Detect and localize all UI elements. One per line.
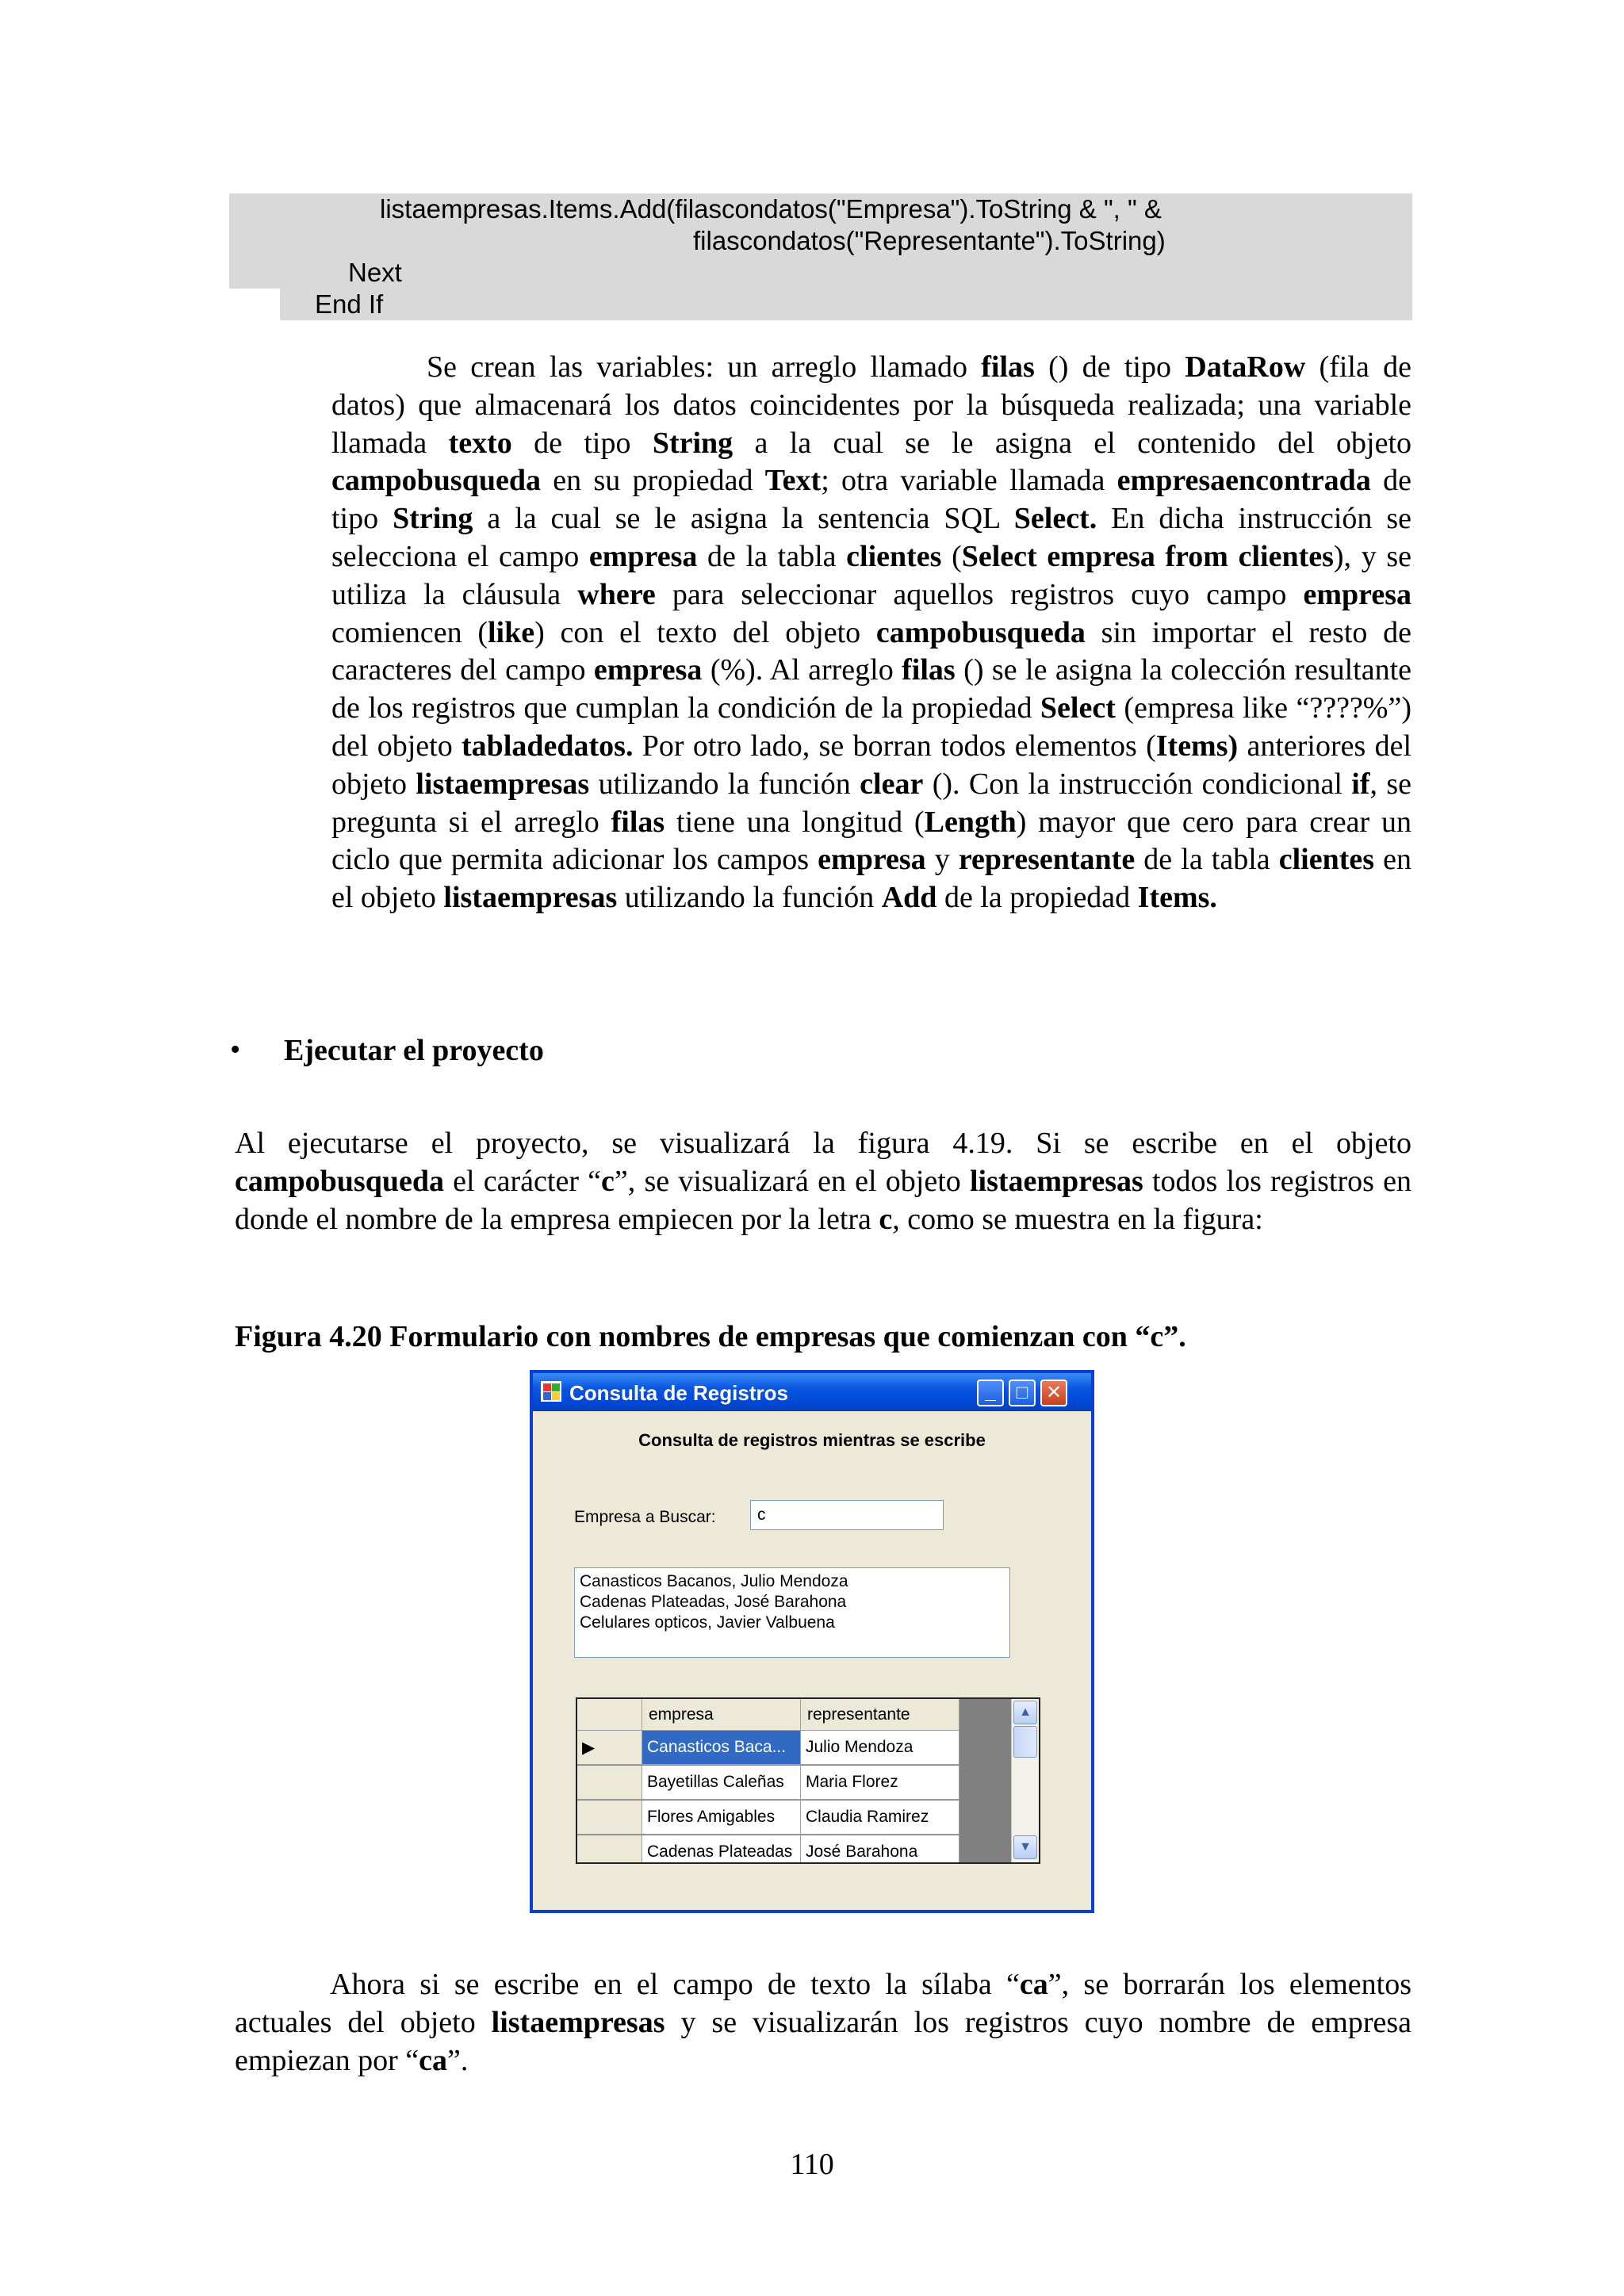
- code-block: [229, 193, 1412, 320]
- list-item[interactable]: Cadenas Plateadas, José Barahona: [580, 1593, 847, 1611]
- maximize-button[interactable]: □: [1009, 1380, 1036, 1406]
- grid-cell[interactable]: José Barahona: [801, 1835, 959, 1864]
- grid-cell[interactable]: Bayetillas Caleñas: [642, 1766, 801, 1800]
- grid-cell[interactable]: Flores Amigables: [642, 1800, 801, 1835]
- row-selector[interactable]: [577, 1800, 642, 1835]
- company-listbox[interactable]: [574, 1567, 1010, 1658]
- paragraph-variables: Se crean las variables: un arreglo llamado filas () de tipo DataRow (fila de datos) que almacenará los datos coincidentes por la búsqueda realizada; una variable llamada texto de tipo String a la cual se le asigna el contenido del objeto campobusqueda en su propiedad Text; otra variable llamada empresaencontrada de tipo String a la cual se le asigna la sentencia SQL Select. En dicha instrucción se selecciona el campo empresa de la tabla clientes (Select empresa from clientes), y se utiliza la cláusula where para seleccionar aquellos registros cuyo campo empresa comiencen (like) con el texto del objeto campobusqueda sin importar el resto de caracteres del campo empresa (%). Al arreglo filas () se le asigna la colección resultante de los registros que cumplan la condición de la propiedad Select (empresa like “????%”) del objeto tabladedatos. Por otro lado, se borran todos elementos (Items) anteriores del objeto listaempresas utilizando la función clear (). Con la instrucción condicional if, se pregunta si el arreglo filas tiene una longitud (Length) mayor que cero para crear un ciclo que permita adicionar los campos empresa y representante de la tabla clientes en el objeto listaempresas utilizando la función Add de la propiedad Items.: [331, 350, 1412, 915]
- grid-cell[interactable]: Maria Florez: [801, 1766, 959, 1800]
- code-line-1: listaempresas.Items.Add(filascondatos("Empresa").ToString & ", " &: [380, 194, 1162, 224]
- column-header-representante[interactable]: representante: [801, 1699, 959, 1731]
- grid-corner-cell: [577, 1699, 642, 1731]
- search-input[interactable]: c: [750, 1500, 944, 1530]
- figure-caption: Figura 4.20 Formulario con nombres de empresas que comienzan con “c”.: [235, 1320, 1186, 1353]
- scroll-down-icon[interactable]: ▼: [1013, 1835, 1037, 1859]
- grid-cell[interactable]: Julio Mendoza: [801, 1731, 959, 1765]
- code-line-2: filascondatos("Representante").ToString): [693, 226, 1166, 255]
- code-line-3: Next: [348, 258, 402, 287]
- row-selector[interactable]: [577, 1835, 642, 1864]
- bullet-symbol: •: [230, 1033, 241, 1066]
- window-title: Consulta de Registros: [569, 1381, 788, 1405]
- close-button[interactable]: ✕: [1040, 1380, 1067, 1406]
- search-label: Empresa a Buscar:: [574, 1508, 716, 1526]
- grid-cell[interactable]: Claudia Ramirez: [801, 1800, 959, 1835]
- title-bar[interactable]: [533, 1373, 1091, 1411]
- data-grid[interactable]: [576, 1697, 1040, 1864]
- paragraph-execution: Al ejecutarse el proyecto, se visualizará la figura 4.19. Si se escribe en el objeto campobusqueda el carácter “c”, se visualizará en el objeto listaempresas todos los registros en donde el nombre de la empresa empiecen por la letra c, como se muestra en la figura:: [235, 1127, 1411, 1236]
- form-window: [530, 1370, 1094, 1913]
- code-block-notch: [229, 289, 280, 320]
- minimize-button[interactable]: _: [977, 1380, 1004, 1406]
- row-selector[interactable]: [577, 1766, 642, 1800]
- code-line-4: End If: [315, 289, 384, 319]
- vertical-scrollbar[interactable]: [1011, 1699, 1039, 1862]
- scroll-up-icon[interactable]: ▲: [1013, 1701, 1037, 1724]
- section-heading: Ejecutar el proyecto: [284, 1034, 544, 1067]
- grid-cell[interactable]: Canasticos Baca...: [642, 1731, 801, 1765]
- list-item[interactable]: Celulares opticos, Javier Valbuena: [580, 1613, 835, 1632]
- paragraph-ca: Ahora si se escribe en el campo de texto la sílaba “ca”, se borrarán los elementos actuales del objeto listaempresas y se visualizarán los registros cuyo nombre de empresa empiezan por “ca”.: [235, 1968, 1411, 2077]
- grid-cell[interactable]: Cadenas Plateadas: [642, 1835, 801, 1864]
- form-heading: Consulta de registros mientras se escribe: [638, 1430, 986, 1450]
- app-icon: [541, 1381, 561, 1402]
- scroll-thumb[interactable]: [1013, 1726, 1037, 1758]
- page-number: 110: [790, 2148, 834, 2181]
- row-selector-icon[interactable]: ▶: [577, 1731, 642, 1765]
- list-item[interactable]: Canasticos Bacanos, Julio Mendoza: [580, 1572, 848, 1590]
- column-header-empresa[interactable]: empresa: [642, 1699, 801, 1731]
